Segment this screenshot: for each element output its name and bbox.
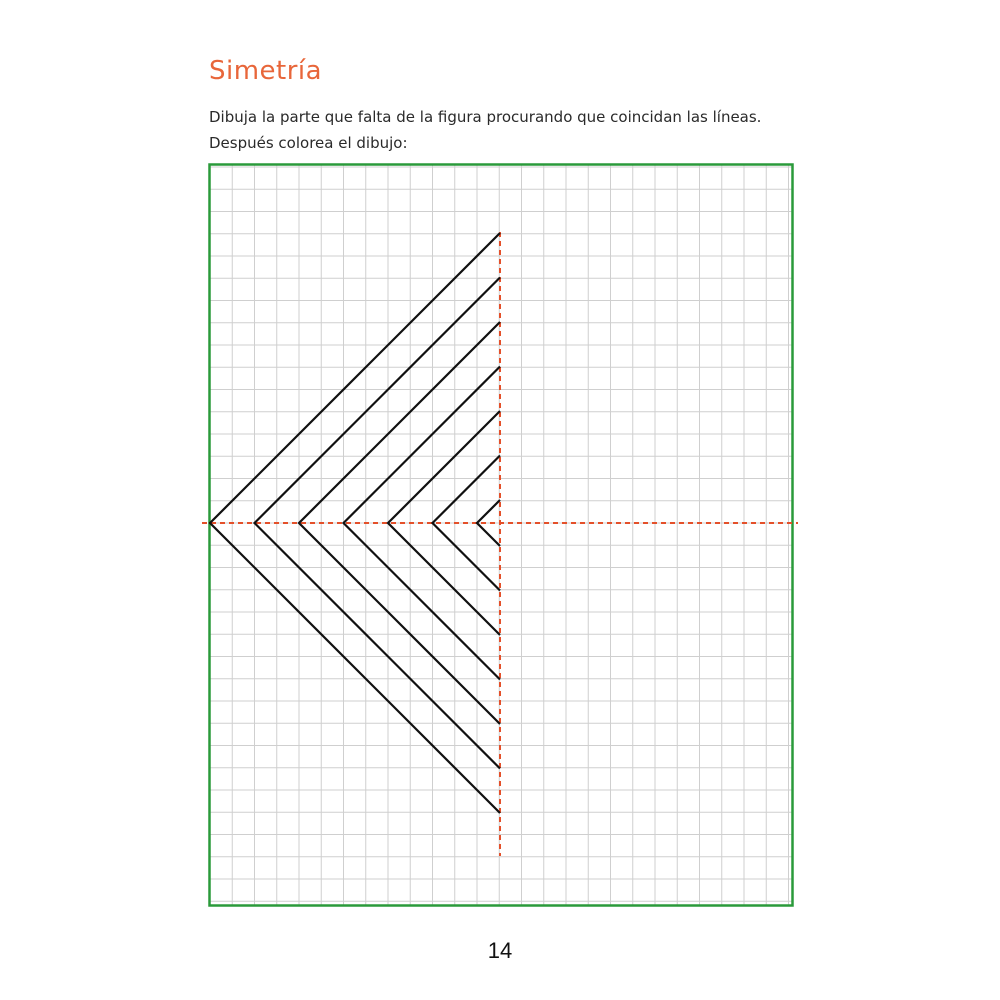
exercise-instructions: Dibuja la parte que falta de la figura procurando que coincidan las líneas. Después colorea el dibujo: <box>209 108 762 152</box>
page-number: 14 <box>487 938 513 963</box>
worksheet-title: Simetría <box>209 56 323 86</box>
